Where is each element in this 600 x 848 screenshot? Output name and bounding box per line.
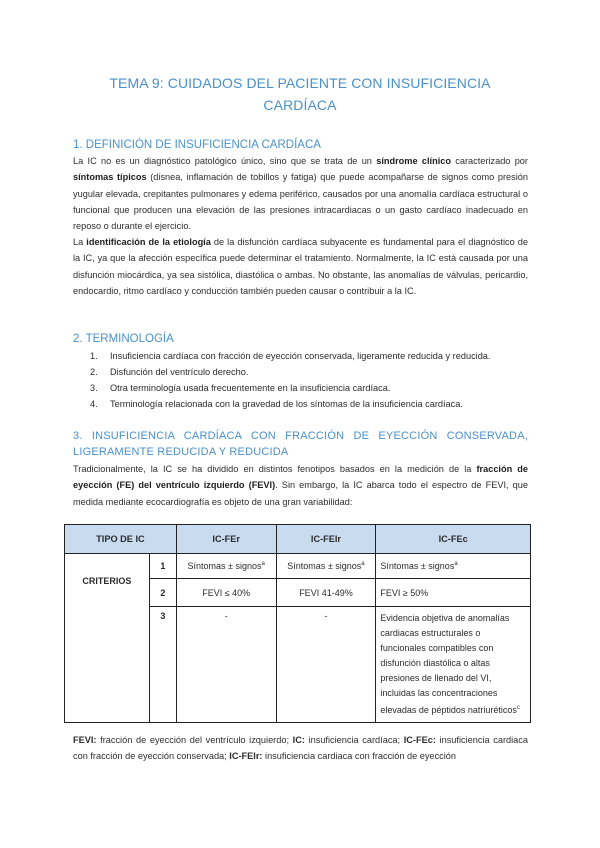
- header-ic-fec: IC-FEc: [376, 525, 531, 554]
- bold-run: síndrome clínico: [376, 156, 451, 166]
- terminology-list: [90, 348, 530, 412]
- abbr-term: IC:: [292, 735, 305, 745]
- cell-text: Síntomas ± signos: [380, 561, 455, 571]
- list-text: Insuficiencia cardíaca con fracción de eyección conservada, ligeramente reducida y reducida.: [110, 351, 491, 361]
- header-ic-feir: IC-FEIr: [276, 525, 376, 554]
- text-run: Tradicionalmente, la IC se ha dividido en distintos fenotipos basados en la medición de la: [73, 464, 477, 474]
- abbr-term: FEVI:: [73, 735, 97, 745]
- text-run: (disnea, inflamación de tobillos y fatiga) que puede acompañarse de signos como presión yugular elevada, crepitantes pulmonares y edema periférico, causados por una anomalía cardíaca estructural o funcional que producen una elevación de las presiones intracardiacas o un gasto cardíaco inadecuado en reposo o durante el ejercicio.: [73, 172, 528, 232]
- list-item: [90, 364, 530, 380]
- section-3-heading: 3. INSUFICIENCIA CARDÍACA CON FRACCIÓN DE EYECCIÓN CONSERVADA, LIGERAMENTE REDUCIDA Y REDUCIDA: [73, 430, 528, 458]
- title-line-1: TEMA 9: CUIDADOS DEL PACIENTE CON INSUFICIENCIA: [109, 75, 491, 91]
- text-run: . Sin embargo, la IC abarca todo el espectro de FEVI, que medida mediante ecocardiografía es objeto de una gran variabilidad:: [73, 480, 528, 507]
- header-ic-fer: IC-FEr: [176, 525, 276, 554]
- list-item: [90, 396, 530, 412]
- list-text: Terminología relacionada con la gravedad de los síntomas de la insuficiencia cardíaca.: [110, 399, 463, 409]
- page-title: [90, 72, 510, 116]
- bold-run: identificación de la etiología: [86, 237, 211, 247]
- row-number: 2: [149, 579, 176, 607]
- abbr-def: insuficiencia cardiaca con fracción de eyección: [262, 751, 457, 762]
- list-item: [90, 380, 530, 396]
- list-number: 2.: [90, 367, 98, 377]
- bold-run: síntomas típicos: [73, 172, 147, 183]
- section-1-heading: 1. DEFINICIÓN DE INSUFICIENCIA CARDÍACA: [73, 139, 321, 151]
- superscript: a: [361, 561, 365, 567]
- text-run: caracterizado por: [450, 156, 528, 166]
- abbr-def: fracción de eyección del ventrículo izquierdo;: [96, 735, 293, 745]
- abbreviations-footnote: [73, 732, 528, 765]
- table-row: [65, 554, 531, 579]
- criterios-cell: CRITERIOS: [65, 554, 150, 723]
- abbr-def: insuficiencia cardiaca con fracción de eyección conservada;: [73, 735, 528, 762]
- cell-fer: -: [176, 607, 276, 723]
- cell-feir: -: [276, 607, 376, 723]
- row-number: 3: [149, 607, 176, 723]
- text-run: La: [73, 237, 87, 247]
- cell-text: Síntomas ± signos: [287, 561, 362, 571]
- list-number: 1.: [90, 351, 98, 361]
- ic-types-table: [64, 524, 531, 723]
- cell-feir: [276, 554, 376, 579]
- title-line-2: CARDÍACA: [263, 97, 337, 113]
- cell-text: Evidencia objetiva de anomalías cardiacas estructurales o funcionales compatibles con disfunción diastólica o altas presiones de llenado del VI, incluidas las concentraciones elevadas de péptidos natriuréticos: [380, 613, 517, 715]
- cell-text: Síntomas ± signos: [187, 561, 262, 571]
- section-1-paragraph-2: [73, 234, 528, 299]
- table-header-row: [65, 525, 531, 554]
- superscript: c: [516, 705, 520, 711]
- cell-fec: [376, 607, 531, 723]
- list-text: Disfunción del ventrículo derecho.: [110, 367, 249, 377]
- bold-run: fracción de eyección (FE) del ventrículo izquierdo (FEVI): [73, 464, 528, 491]
- list-number: 3.: [90, 383, 98, 393]
- text-run: La IC no es un diagnóstico patológico único, sino que se trata de un: [73, 156, 377, 166]
- abbr-def: insuficiencia cardíaca;: [304, 735, 404, 745]
- cell-fer: [176, 554, 276, 579]
- section-3-paragraph: [73, 461, 528, 510]
- section-1-paragraph-1: [73, 153, 528, 234]
- cell-feir: FEVI 41-49%: [276, 579, 376, 607]
- text-run: de la disfunción cardíaca subyacente es fundamental para el diagnóstico de la IC, ya que la afección específica puede determinar el tratamiento. Normalmente, la IC está causada por una disfunción miocárdica, ya sea sistólica, diastólica o ambas. No obstante, las anomalías de válvulas, pericardio, endocardio, ritmo cardíaco y conducción también pueden causar o contribuir a la IC.: [73, 237, 528, 296]
- cell-fer: FEVI ≤ 40%: [176, 579, 276, 607]
- abbr-term: IC-FEIr:: [229, 751, 263, 762]
- cell-fec: [376, 554, 531, 579]
- header-tipo-ic: TIPO DE IC: [65, 525, 177, 554]
- section-2-heading: 2. TERMINOLOGÍA: [73, 333, 174, 345]
- superscript: a: [454, 561, 458, 567]
- cell-fec: FEVI ≥ 50%: [376, 579, 531, 607]
- list-item: [90, 348, 530, 364]
- row-number: 1: [149, 554, 176, 579]
- abbr-term: IC-FEc:: [403, 735, 436, 745]
- list-number: 4.: [90, 399, 98, 409]
- list-text: Otra terminología usada frecuentemente en la insuficiencia cardíaca.: [110, 383, 391, 393]
- superscript: a: [261, 561, 265, 567]
